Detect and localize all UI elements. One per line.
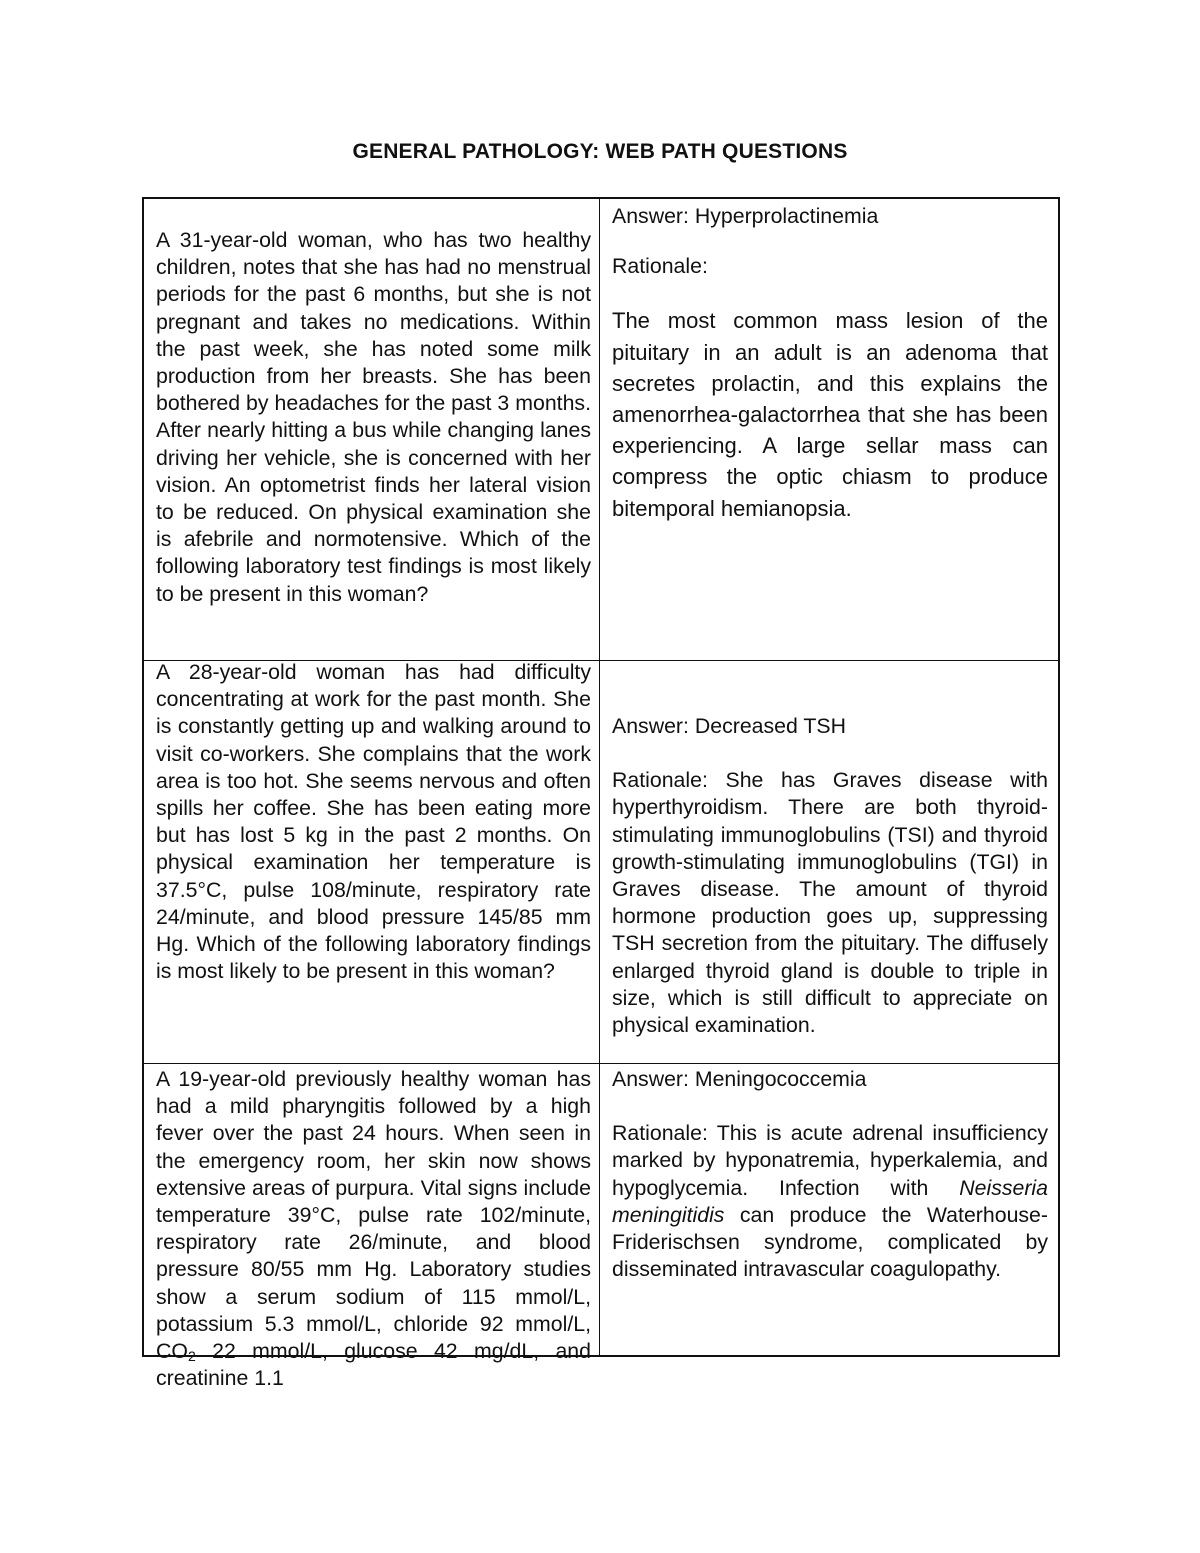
page-title: GENERAL PATHOLOGY: WEB PATH QUESTIONS xyxy=(352,140,848,163)
question-text-part2: 22 mmol/L, glucose 42 mg/dL, and creatinine 1.1 xyxy=(156,1339,591,1391)
rationale-text-part2: can produce the Waterhouse-Friderischsen syndrome, complicated by disseminated intravascular coagulopathy. xyxy=(612,1202,1048,1282)
answer-cell xyxy=(600,1064,1060,1355)
answer-text: Answer: Hyperprolactinemia xyxy=(612,204,879,228)
rationale-text xyxy=(612,1120,1048,1283)
question-text xyxy=(156,1066,591,1392)
answer-cell xyxy=(600,199,1060,660)
answer-text: Answer: Meningococcemia xyxy=(612,1067,867,1091)
question-text-part1: A 19-year-old previously healthy woman has had a mild pharyngitis followed by a high fever over the past 24 hours. When seen in the emergency room, her skin now shows extensive areas of purpura. Vital signs include temperature 39°C, pulse rate 102/minute, respiratory rate 26/minute, and blood pressure 80/55 mm Hg. Laboratory studies show a serum sodium of 115 mmol/L, potassium 5.3 mmol/L, chloride 92 mmol/L, CO xyxy=(156,1067,591,1364)
table-row xyxy=(142,197,1060,661)
answer-text: Answer: Decreased TSH xyxy=(612,714,846,738)
question-cell xyxy=(142,1064,600,1391)
question-text: A 31-year-old woman, who has two healthy children, notes that she has had no menstrual periods for the past 6 months, but she is not pregnant and takes no medications. Within the past week, she has noted some milk production from her breasts. She has been bothered by headaches for the past 3 months. After nearly hitting a bus while changing lanes driving her vehicle, she is concerned with her vision. An optometrist finds her lateral vision to be reduced. On physical examination she is afebrile and normotensive. Which of the following laboratory test findings is most likely to be present in this woman? xyxy=(156,228,591,606)
subscript-2: 2 xyxy=(187,1348,196,1365)
rationale-text: The most common mass lesion of the pituitary in an adult is an adenoma that secretes prolactin, and this explains the amenorrhea-galactorrhea that she has been experiencing. A large sellar mass can compress the optic chiasm to produce bitemporal hemianopsia. xyxy=(612,308,1048,521)
rationale-text-part1: Rationale: This is acute adrenal insufficiency marked by hyponatremia, hyperkalemia, and hypoglycemia. Infection with xyxy=(612,1121,1048,1200)
table-row xyxy=(142,659,1060,1064)
answer-cell xyxy=(600,659,1060,1063)
rationale-text: Rationale: She has Graves disease with hyperthyroidism. There are both thyroid-stimulating immunoglobulins (TSI) and thyroid growth-stimulating immunoglobulins (TGI) in Graves disease. The amount of thyroid hormone production goes up, suppressing TSH secretion from the pituitary. The diffusely enlarged thyroid gland is double to triple in size, which is still difficult to appreciate on physical examination. xyxy=(612,768,1048,1038)
organism-name: Neisseria meningitidis xyxy=(612,1175,1048,1227)
question-cell xyxy=(142,199,600,660)
rationale-label: Rationale: xyxy=(612,254,708,279)
question-text: A 28-year-old woman has had difficulty concentrating at work for the past month. She is constantly getting up and walking around to visit co-workers. She complains that the work area is too hot. She seems nervous and often spills her coffee. She has been eating more but has lost 5 kg in the past 2 months. On physical examination her temperature is 37.5°C, pulse 108/minute, respiratory rate 24/minute, and blood pressure 145/85 mm Hg. Which of the following laboratory findings is most likely to be present in this woman? xyxy=(156,660,591,984)
question-cell xyxy=(142,659,600,1063)
table-row xyxy=(142,1064,1060,1391)
